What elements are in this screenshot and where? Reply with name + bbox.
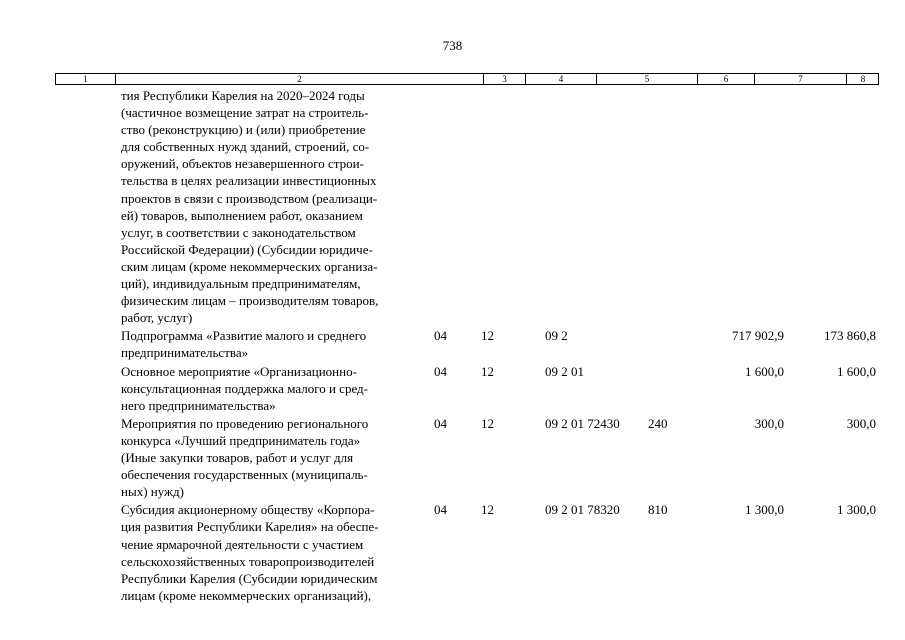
description-line: него предпринимательства» [121,397,276,413]
cell-col-6: 240 [648,415,668,431]
page-number: 738 [442,38,463,53]
description-line: консультационная поддержка малого и сред- [121,380,368,396]
description-line: ским лицам (кроме некоммерческих организа- [121,258,378,274]
description-line: обеспечения государственных (муниципаль- [121,467,368,483]
cell-col-4: 12 [481,415,494,431]
cell-col-3: 04 [434,363,447,379]
cell-col-5: 09 2 01 [545,363,584,379]
header-col-3: 3 [483,74,525,84]
header-col-6: 6 [697,74,754,84]
description-line: услуг, в соответствии с законодательством [121,224,356,240]
cell-col-5: 09 2 01 72430 [545,415,620,431]
description-line: Подпрограмма «Развитие малого и среднего [121,328,367,344]
description-line: оружений, объектов незавершенного строи- [121,156,364,172]
description-line: ство (реконструкцию) и (или) приобретение [121,122,366,138]
description-line: ных) нужд) [121,484,184,500]
header-col-8: 8 [846,74,879,84]
description-line: ций), индивидуальным предпринимателям, [121,276,361,292]
description-line: тия Республики Карелия на 2020–2024 годы [121,88,365,103]
description-line: физическим лицам – производителям товаров, [121,293,379,309]
cell-col-6: 810 [648,502,668,518]
row-description [121,415,426,500]
description-line: чение ярмарочной деятельности с участием [121,536,364,552]
cell-col-3: 04 [434,328,447,344]
description-line: Республики Карелия (Субсидии юридическим [121,570,378,586]
description-line: Основное мероприятие «Организационно- [121,363,357,379]
row-description [121,501,426,604]
description-line: конкурса «Лучший предприниматель года» [121,432,361,448]
header-col-4: 4 [525,74,596,84]
description-line: ей) товаров, выполнением работ, оказанием [121,207,363,223]
description-line: ция развития Республики Карелия» на обеспе- [121,519,379,535]
cell-col-7: 717 902,9 [732,328,784,344]
cell-col-4: 12 [481,363,494,379]
cell-col-4: 12 [481,502,494,518]
description-line: Мероприятия по проведению регионального [121,415,369,431]
cell-col-4: 12 [481,328,494,344]
cell-col-8: 1 300,0 [837,502,876,518]
cell-col-8: 1 600,0 [837,363,876,379]
cell-col-3: 04 [434,502,447,518]
description-line: (Иные закупки товаров, работ и услуг для [121,450,354,466]
cell-col-7: 1 300,0 [745,502,784,518]
row-description [121,87,426,326]
cell-col-5: 09 2 [545,328,568,344]
description-line: тельства в целях реализации инвестиционных [121,173,377,189]
table-header [55,73,879,85]
header-col-2: 2 [115,74,483,84]
cell-col-7: 300,0 [754,415,784,431]
description-line: Субсидия акционерному обществу «Корпора- [121,502,375,518]
row-description [121,327,426,361]
cell-col-8: 300,0 [846,415,876,431]
cell-col-7: 1 600,0 [745,363,784,379]
row-description [121,363,426,414]
header-col-7: 7 [754,74,846,84]
description-line: (частичное возмещение затрат на строитель- [121,105,369,121]
description-line: работ, услуг) [121,310,193,326]
description-line: Российской Федерации) (Субсидии юридиче- [121,241,373,257]
description-line: проектов в связи с производством (реализаци- [121,190,378,206]
cell-col-3: 04 [434,415,447,431]
description-line: сельскохозяйственных товаропроизводителей [121,553,375,569]
cell-col-5: 09 2 01 78320 [545,502,620,518]
description-line: предпринимательства» [121,345,249,361]
description-line: лицам (кроме некоммерческих организаций), [121,587,372,603]
cell-col-8: 173 860,8 [824,328,876,344]
description-line: для собственных нужд зданий, строений, со- [121,139,370,155]
header-col-5: 5 [596,74,697,84]
header-col-1: 1 [83,74,88,84]
